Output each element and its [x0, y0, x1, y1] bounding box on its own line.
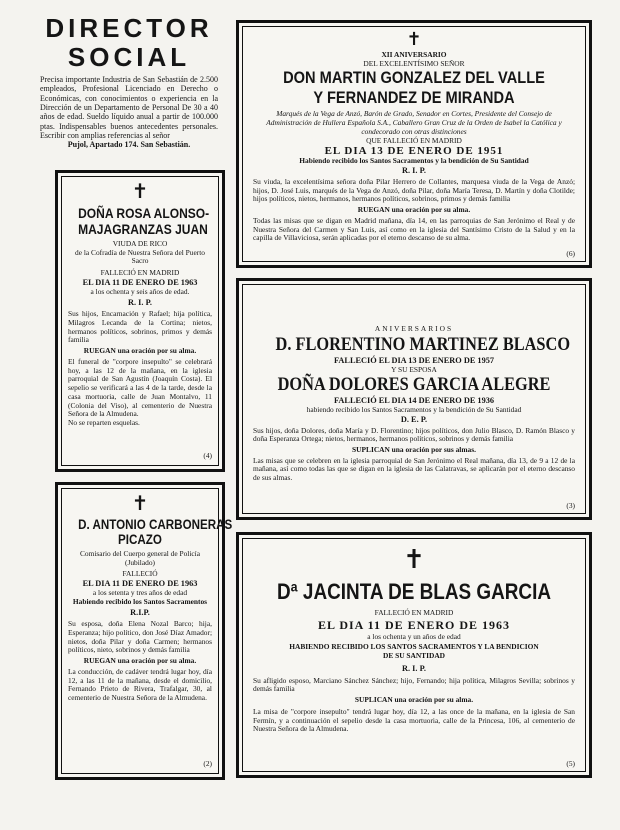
- prayer-request: RUEGAN una oración por su alma.: [357, 205, 471, 215]
- deceased-name: Dª JACINTA DE BLAS GARCIA: [277, 579, 551, 604]
- sacraments-line2: DE SU SANTIDAD: [382, 651, 445, 661]
- ad-body: Precisa importante Industria de San Sebastián de 2.500 empleados, Profesional Licenciado en Derecho o Económicas, con conocimientos o experiencia en la Dirección de un Departamento de Personal De 30 a 40 años de edad. Sueldo líquido anual a partir de 100.000 ptas. Indispensables buenos antecedentes personales. Escribir con amplias referencias al señor: [40, 75, 218, 140]
- obituary-rosa-alonso: [55, 170, 225, 472]
- cross-icon: ✝: [131, 179, 149, 203]
- ad-signature: Pujol, Apartado 174. San Sebastián.: [67, 140, 191, 150]
- anniversary: XII ANIVERSARIO: [381, 50, 447, 59]
- prayer-request: RUEGAN una oración por su alma.: [83, 346, 197, 356]
- cross-icon: ✝: [406, 29, 422, 50]
- role: Comisario del Cuerpo general de Policía (Jubilado): [79, 549, 201, 567]
- ref-number: (6): [566, 249, 575, 259]
- age: a los ochenta y un años de edad: [367, 631, 461, 641]
- age: a los setenta y tres años de edad: [92, 587, 188, 597]
- director-social-ad: [40, 14, 218, 164]
- death-label: FALLECIÓ: [122, 569, 158, 579]
- deceased-name-1: D. FLORENTINO MARTINEZ BLASCO: [275, 333, 571, 355]
- masses: Las misas que se celebren en la iglesia parroquial de San Jerónimo el Real mañana, día 13, de 9 a 12 de la mañana, así como todas las que se digan en la iglesia de las Calatravas, se aplicarán por el eterno descanso de sus almas.: [253, 455, 575, 483]
- death-date: EL DIA 11 DE ENERO DE 1963: [82, 579, 198, 589]
- death-date: EL DIA 11 DE ENERO DE 1963: [82, 277, 198, 287]
- deceased-name-line2: MAJAGRANZAS JUAN: [78, 221, 208, 237]
- deceased-name-line1: DON MARTIN GONZALEZ DEL VALLE: [283, 68, 545, 88]
- prayer-request: SUPLICAN una oración por sus almas.: [352, 445, 476, 455]
- rip: D. E. P.: [400, 414, 428, 424]
- rip: R. I. P.: [402, 663, 426, 673]
- family: Sus hijos, Encarnación y Rafael; hija política, Milagros Lecanda de la Cortina; nietos, hermanos políticos, sobrinos, primos y demás familia: [68, 309, 212, 345]
- ref-number: (3): [566, 501, 575, 511]
- death-date: EL DIA 13 DE ENERO DE 1951: [324, 145, 504, 158]
- ref-number: (4): [203, 451, 212, 461]
- obituary-antonio-carboneras: [55, 482, 233, 780]
- masses: Todas las misas que se digan en Madrid mañana, día 14, en las parroquias de San Jerónimo el Real y de Nuestra Señora del Carmen y San Luis, así como en la iglesia del Santísimo Cristo de la Salud y en la capilla de Villaviciosa, serán aplicadas por el eterno descanso de su alma.: [253, 215, 575, 243]
- funeral-details: La conducción, de cadáver tendrá lugar hoy, día 12, a las 11 de la mañana, desde el domicilio, Fernando Prieto de Rivera, Trafalgar, 30, al cementerio de Nuestra Señora de la Almudena.: [68, 666, 212, 703]
- ref-number: (2): [203, 759, 212, 769]
- funeral-details: El funeral de "corpore insepulto" se celebrará hoy, a las 12 de la mañana, en la iglesia parroquial de San Agustín (Joaquín Costa). El sepelio se verificará a las 4 de la tarde, desde la casa mortuoria, calle de Juan Montalvo, 11 (Colonia del Viso), al cementerio de Nuestra Señora de la Almudena.: [68, 356, 212, 419]
- death-place: FALLECIÓ EN MADRID: [374, 608, 454, 617]
- family: Su esposa, doña Elena Nozal Barco; hija, Esperanza; hijo político, don José Díaz Amador; nietos, doña Pilar y doña Carmen; hermanos políticos, nieto, sobrinos y demás familia: [68, 619, 212, 655]
- note: No se reparten esquelas.: [68, 418, 140, 428]
- ad-title-line1: DIRECTOR: [45, 13, 213, 43]
- family: Su afligido esposo, Marciano Sánchez Sánchez; hijo, Fernando; hija política, Milagros Sevilla; sobrinos y demás familia: [253, 675, 575, 694]
- rip: R.I.P.: [130, 608, 150, 618]
- sacraments: habiendo recibido los Santos Sacramentos y la bendición de Su Santidad: [306, 405, 522, 415]
- ad-title-line2: SOCIAL: [67, 41, 191, 72]
- death-date: EL DIA 11 DE ENERO DE 1963: [317, 617, 511, 632]
- titles: Marqués de la Vega de Anzó, Barón de Grado, Senador en Cortes, Presidente del Consejo de Administración de Hullera Española S.A., Caballero Gran Cruz de la Orden de Isabel la Católica y condecorado con otras distinciones: [266, 109, 562, 136]
- prayer-request: RUEGAN una oración por su alma.: [83, 656, 197, 666]
- deceased-name-line2: Y FERNANDEZ DE MIRANDA: [313, 88, 515, 108]
- deceased-name-line1: DOÑA ROSA ALONSO-: [78, 205, 210, 221]
- death-place: QUE FALLECIÓ EN MADRID: [366, 135, 462, 145]
- ref-number: (5): [566, 759, 575, 769]
- death-place: FALLECIÓ EN MADRID: [100, 268, 180, 278]
- subtitle: DEL EXCELENTÍSIMO SEÑOR: [363, 58, 465, 68]
- family: Su viuda, la excelentísima señora doña Pilar Herrero de Collantes, marquesa viuda de la Vega de Anzó; hijos, D. José Luis, marqués de la Vega de Anzó, doña Pilar, doña María Teresa, D. Martín y doña Clotilde; hijos políticos, nietos, hermanos, hermanos políticos, sobrinos, primos y demás familia: [253, 176, 575, 204]
- cross-icon: ✝: [403, 545, 425, 575]
- role-line2: de la Cofradía de Nuestra Señora del Puerto Sacro: [75, 247, 205, 266]
- deceased-name-line2: PICAZO: [118, 532, 162, 547]
- sacraments-line1: HABIENDO RECIBIDO LOS SANTOS SACRAMENTOS Y LA BENDICION: [289, 642, 539, 652]
- cross-icon: ✝: [131, 491, 149, 515]
- deceased-name-line1: D. ANTONIO CARBONERAS: [78, 517, 233, 532]
- death-date-1: FALLECIÓ EL DIA 13 DE ENERO DE 1957: [333, 355, 495, 365]
- obituary-martin-gonzalez: [236, 20, 592, 268]
- death-date-2: FALLECIÓ EL DIA 14 DE ENERO DE 1936: [333, 396, 495, 406]
- deceased-name-2: DOÑA DOLORES GARCIA ALEGRE: [277, 374, 551, 396]
- obituary-jacinta-de-blas: [236, 532, 592, 778]
- funeral-details: La misa de "corpore insepulto" tendrá lugar hoy, día 12, a las once de la mañana, en la iglesia de San Fermín, y a continuación el sepelio desde la casa mortuoria, calle de la Princesa, 106, al cementerio de Nuestra Señora de la Almudena.: [253, 706, 575, 734]
- role-line1: VIUDA DE RICO: [112, 239, 168, 248]
- prayer-request: SUPLICAN una oración por su alma.: [354, 695, 474, 705]
- rip: R. I. P.: [402, 166, 426, 176]
- obituary-martinez-blasco: [236, 278, 592, 520]
- sacraments: Habiendo recibido los Santos Sacramentos: [72, 596, 208, 606]
- family: Sus hijos, doña Dolores, doña María y D. Florentino; hijos políticos, don Julio Blasco, D. Ramón Blasco y doña Esperanza Ortega; nietos, hermanos, hermanos políticos, sobrinos y demás familia: [253, 425, 575, 444]
- spouse-label: Y SU ESPOSA: [391, 364, 437, 374]
- anniversaries: ANIVERSARIOS: [374, 324, 454, 333]
- age: a los ochenta y seis años de edad.: [90, 286, 190, 296]
- sacraments: Habiendo recibido los Santos Sacramentos y la bendición de Su Santidad: [299, 156, 529, 166]
- rip: R. I. P.: [128, 298, 152, 308]
